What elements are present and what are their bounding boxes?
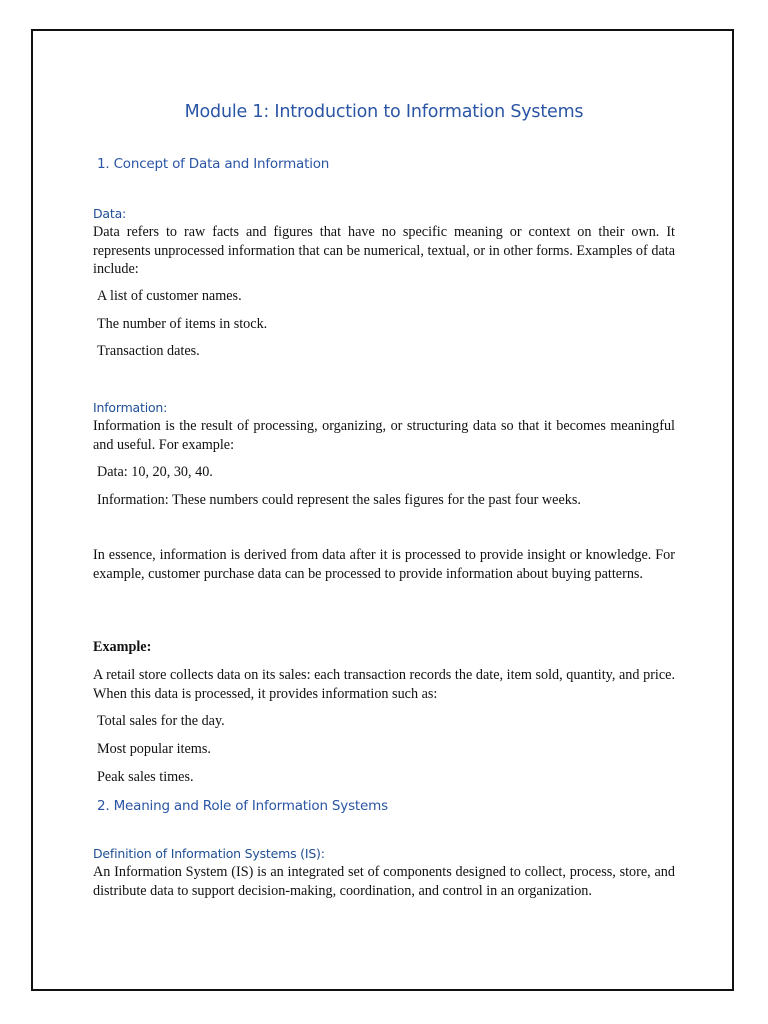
data-example-1: A list of customer names. [97,288,242,304]
document-title: Module 1: Introduction to Information Systems [184,102,584,122]
data-example-2: The number of items in stock. [97,316,268,332]
data-definition: Data refers to raw facts and figures that have no specific meaning or context on their own. It represents unprocessed information that can be numerical, textual, or in other forms. Examples of data include: [93,224,675,277]
example-paragraph: A retail store collects data on its sales: each transaction records the date, item sold, quantity, and price. When this data is processed, it provides information such as: [93,667,675,702]
example-item-1: Total sales for the day. [97,713,225,729]
example-label: Example: [93,639,152,655]
information-definition: Information is the result of processing, organizing, or structuring data so that it becomes meaningful and useful. For example: [93,418,675,453]
information-example-1: Data: 10, 20, 30, 40. [97,464,213,480]
information-example-2: Information: These numbers could represent the sales figures for the past four weeks. [97,492,581,508]
example-item-2: Most popular items. [97,741,211,757]
data-label: Data: [93,206,127,221]
is-definition-text: An Information System (IS) is an integrated set of components designed to collect, process, store, and distribute data to support decision-making, coordination, and control in an organization. [93,864,675,899]
section-2-heading: 2. Meaning and Role of Information Systems [97,798,388,814]
data-example-3: Transaction dates. [97,343,200,359]
is-definition-label: Definition of Information Systems (IS): [93,846,325,861]
example-item-3: Peak sales times. [97,769,194,785]
essence-paragraph: In essence, information is derived from data after it is processed to provide insight or knowledge. For example, customer purchase data can be processed to provide information about buying patterns. [93,547,675,582]
section-1-heading: 1. Concept of Data and Information [97,156,330,172]
information-label: Information: [93,400,168,415]
